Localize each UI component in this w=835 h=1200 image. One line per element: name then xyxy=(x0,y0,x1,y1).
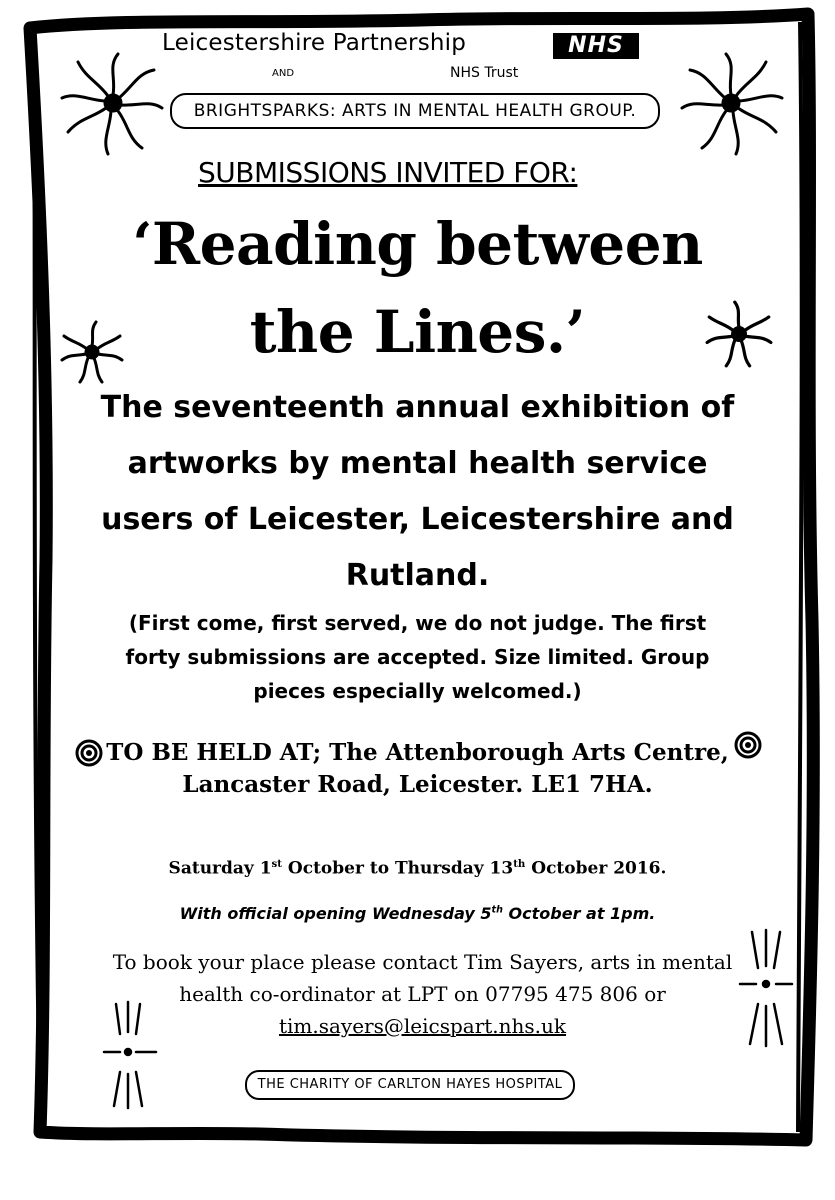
firework-doodle-icon xyxy=(738,928,794,1048)
exhibition-dates xyxy=(60,858,775,879)
nhs-logo: NHS xyxy=(553,33,639,59)
dates-sup-1: st xyxy=(271,858,282,870)
dates-text-2: October to Thursday 13 xyxy=(282,858,514,879)
dates-text-1: Saturday 1 xyxy=(168,858,272,879)
submission-note: (First come, first served, we do not judge. The first forty submissions are accepted. Size limited. Group pieces especially welcomed.) xyxy=(125,611,710,703)
dates-text-3: October 2016. xyxy=(525,858,667,879)
exhibition-title-line1: ‘Reading between xyxy=(132,210,703,278)
contact-text: To book your place please contact Tim Sayers, arts in mental health co-ordinator at LPT on 07795 475 806 or xyxy=(112,950,733,1006)
exhibition-title-line2: the Lines.’ xyxy=(249,298,586,366)
booking-contact xyxy=(110,946,735,1042)
exhibition-description: The seventeenth annual exhibition of artworks by mental health service users of Leicester, Leicestershire and Rutland. xyxy=(100,390,735,593)
official-opening xyxy=(60,904,775,923)
venue-details: TO BE HELD AT; The Attenborough Arts Centre, Lancaster Road, Leicester. LE1 7HA. xyxy=(106,739,729,798)
charity-credit-box: THE CHARITY OF CARLTON HAYES HOSPITAL xyxy=(245,1070,575,1100)
organisation-name: Leicestershire Partnership xyxy=(162,30,467,56)
opening-sup: th xyxy=(491,904,503,916)
submissions-invited-heading: SUBMISSIONS INVITED FOR: xyxy=(198,156,578,189)
dates-sup-2: th xyxy=(513,858,526,870)
opening-text-1: With official opening Wednesday 5 xyxy=(179,904,492,923)
opening-text-2: October at 1pm. xyxy=(502,904,656,923)
sun-doodle-icon xyxy=(58,48,168,158)
sun-doodle-icon xyxy=(676,48,786,158)
trust-label: NHS Trust xyxy=(450,65,519,81)
group-name-box: BRIGHTSPARKS: ARTS IN MENTAL HEALTH GROUP. xyxy=(170,93,660,129)
and-label: AND xyxy=(272,68,295,79)
contact-email-link[interactable]: tim.sayers@leicspart.nhs.uk xyxy=(278,1014,567,1038)
